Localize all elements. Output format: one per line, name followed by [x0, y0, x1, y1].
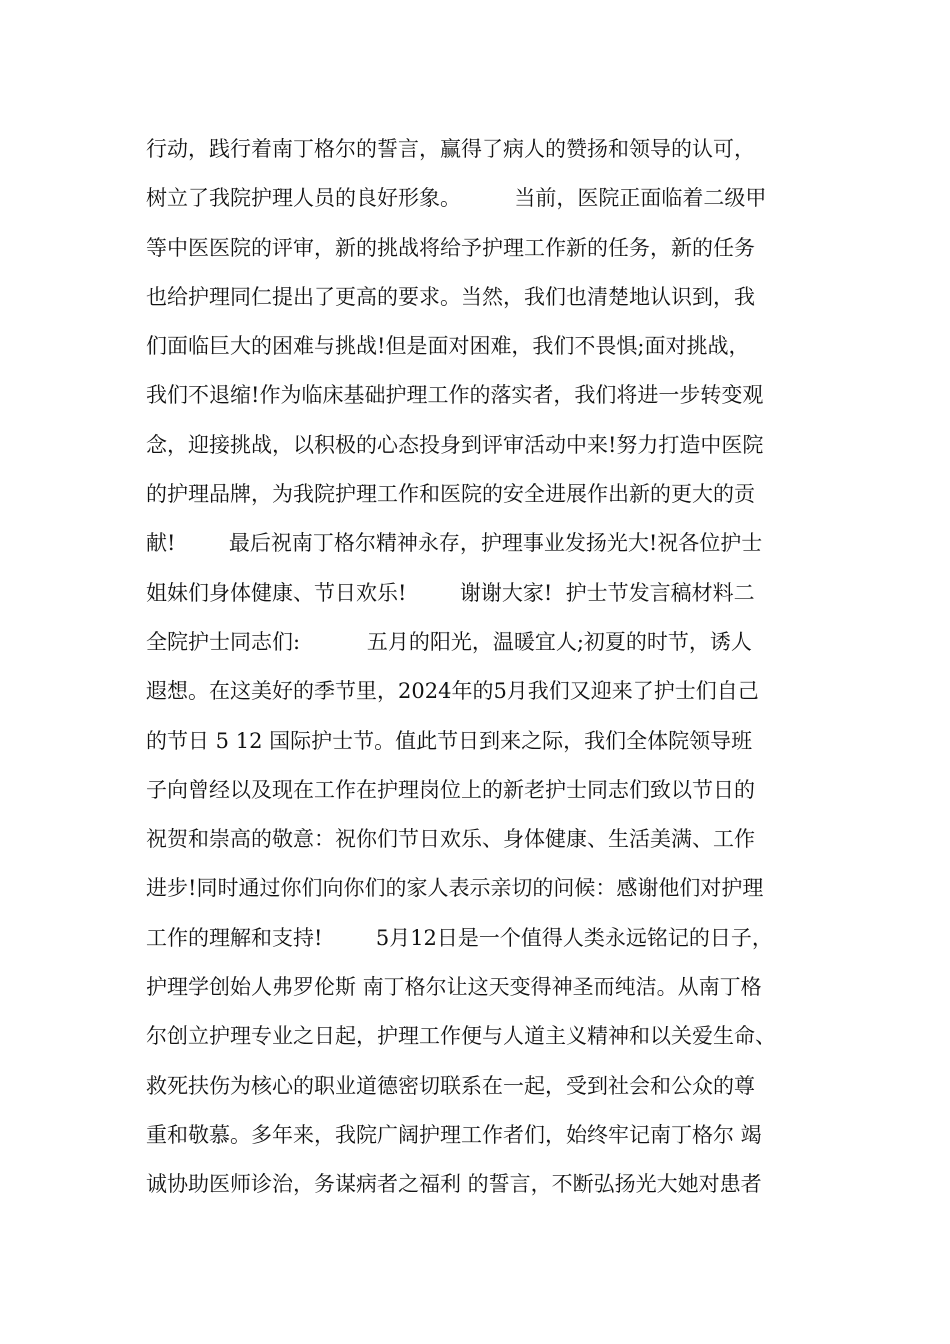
text-line: 行动，践行着南丁格尔的誓言，赢得了病人的赞扬和领导的认可，: [146, 137, 755, 161]
text-line: 我们不退缩!作为临床基础护理工作的落实者，我们将进一步转变观: [146, 383, 764, 408]
text-line: 子向曾经以及现在工作在护理岗位上的新老护士同志们致以节日的: [146, 777, 755, 802]
text-line: 全院护士同志们: 五月的阳光，温暖宜人;初夏的时节，诱人: [146, 629, 752, 654]
text-line: 救死扶伤为核心的职业道德密切联系在一起，受到社会和公众的尊: [146, 1073, 755, 1098]
text-line: 尔创立护理专业之日起，护理工作便与人道主义精神和以关爱生命、: [146, 1024, 776, 1049]
text-line: 念，迎接挑战，以积极的心态投身到评审活动中来!努力打造中医院: [146, 432, 764, 457]
text-line: 也给护理同仁提出了更高的要求。当然，我们也清楚地认识到，我: [146, 284, 755, 309]
text-line: 遐想。在这美好的季节里，2024年的5月我们又迎来了护士们自己: [146, 679, 759, 704]
text-line: 工作的理解和支持! 5月12日是一个值得人类永远铭记的日子，: [146, 925, 773, 950]
text-line: 祝贺和崇高的敬意：祝你们节日欢乐、身体健康、生活美满、工作: [146, 827, 755, 852]
text-line: 重和敬慕。多年来，我院广阔护理工作者们，始终牢记南丁格尔 竭: [146, 1122, 762, 1147]
text-line: 献! 最后祝南丁格尔精神永存，护理事业发扬光大!祝各位护士: [146, 531, 763, 556]
text-line: 树立了我院护理人员的良好形象。 当前，医院正面临着二级甲: [146, 186, 767, 211]
text-line: 姐妹们身体健康、节日欢乐! 谢谢大家! 护士节发言稿材料二: [146, 580, 755, 605]
text-line: 的护理品牌，为我院护理工作和医院的安全进展作出新的更大的贡: [146, 482, 755, 507]
body-text: [146, 129, 846, 1214]
text-line: 护理学创始人弗罗伦斯 南丁格尔让这天变得神圣而纯洁。从南丁格: [146, 975, 762, 1000]
text-line: 等中医医院的评审，新的挑战将给予护理工作新的任务，新的任务: [146, 235, 755, 260]
text-line: 们面临巨大的困难与挑战!但是面对困难，我们不畏惧;面对挑战，: [146, 334, 750, 359]
text-line: 进步!同时通过你们向你们的家人表示亲切的问候：感谢他们对护理: [146, 876, 764, 901]
text-line: 的节日 5 12 国际护士节。值此节日到来之际，我们全体院领导班: [146, 728, 753, 753]
text-line: 诚协助医师诊治，务谋病者之福利 的誓言，不断弘扬光大她对患者: [146, 1172, 762, 1197]
